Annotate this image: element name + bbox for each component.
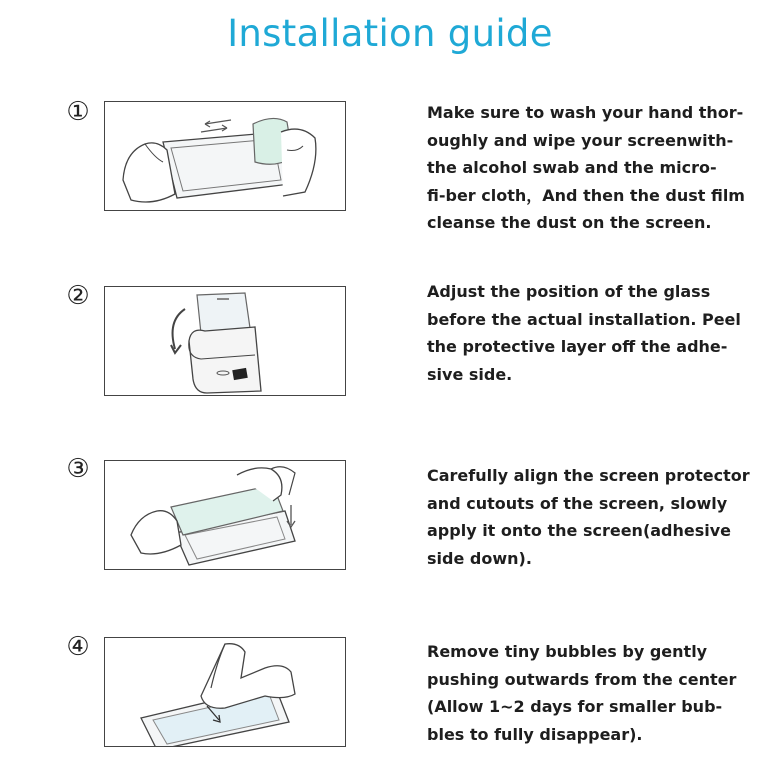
step-4-line-2: pushing outwards from the center [427, 669, 737, 689]
step-3-description [427, 462, 767, 572]
step-2-line-4: sive side. [427, 364, 513, 384]
step-3-line-4: side down). [427, 548, 532, 568]
step-4-line-4: bles to fully disappear). [427, 724, 643, 744]
step-4-illustration [104, 637, 346, 747]
step-3-number: ③ [66, 454, 90, 484]
step-1-illustration [104, 101, 346, 211]
step-1-line-5: cleanse the dust on the screen. [427, 213, 712, 232]
step-2-description [427, 278, 767, 388]
push-bubbles-illustration [105, 638, 346, 747]
step-4-line-3: (Allow 1~2 days for smaller bub- [427, 697, 723, 716]
step-2-line-1: Adjust the position of the glass [427, 282, 711, 301]
step-1-line-1: Make sure to wash your hand thor- [427, 103, 744, 122]
step-1-line-2: oughly and wipe your screenwith- [427, 130, 734, 150]
step-3-illustration [104, 460, 346, 570]
step-4-line-1: Remove tiny bubbles by gently [427, 642, 708, 661]
step-1-number: ① [66, 97, 90, 127]
step-3-line-3: apply it onto the screen(adhesive [427, 521, 732, 540]
step-2-number: ② [66, 281, 90, 311]
step-1-description [427, 99, 767, 237]
wipe-screen-illustration [105, 102, 346, 211]
step-1-line-4: fi-ber cloth，And then the dust film [427, 185, 745, 205]
step-2-illustration [104, 286, 346, 396]
step-3-line-2: and cutouts of the screen, slowly [427, 493, 728, 513]
step-1-line-3: the alcohol swab and the micro- [427, 158, 717, 177]
step-2-line-3: the protective layer off the adhe- [427, 337, 728, 356]
align-protector-illustration [105, 461, 346, 570]
step-4-number: ④ [66, 632, 90, 662]
peel-layer-illustration [105, 287, 346, 396]
page-title: Installation guide [227, 12, 553, 55]
step-4-description [427, 638, 767, 748]
step-3-line-1: Carefully align the screen protector [427, 466, 750, 485]
step-2-line-2: before the actual installation. Peel [427, 309, 741, 329]
